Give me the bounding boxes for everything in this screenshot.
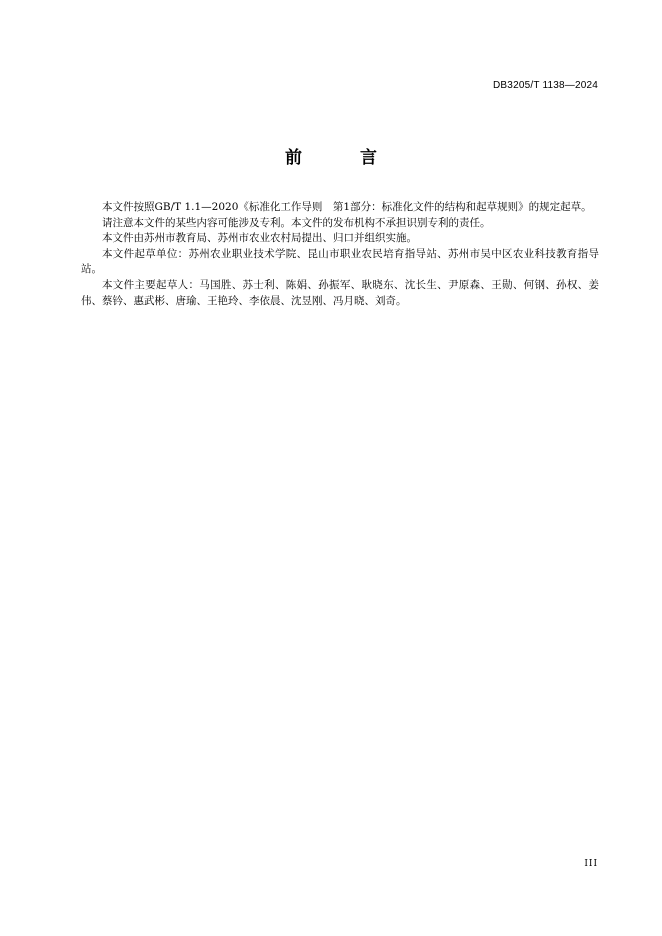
paragraph-drafting-units: 本文件起草单位：苏州农业职业技术学院、昆山市职业农民培育指导站、苏州市吴中区农业科技教育指导站。 — [81, 247, 599, 276]
paragraph-patent-notice: 请注意本文件的某些内容可能涉及专利。本文件的发布机构不承担识别专利的责任。 — [102, 216, 491, 229]
foreword-body — [81, 200, 599, 309]
paragraph-drafting-basis: 本文件按照GB/T 1.1—2020《标准化工作导则 第1部分：标准化文件的结构和起草规则》的规定起草。 — [102, 201, 592, 213]
paragraph-proposer: 本文件由苏州市教育局、苏州市农业农村局提出、归口并组织实施。 — [102, 232, 417, 245]
page-number: III — [584, 859, 598, 869]
section-title: 前 言 — [285, 148, 403, 168]
standard-code: DB3205/T 1138—2024 — [493, 80, 598, 91]
paragraph-drafters: 本文件主要起草人：马国胜、苏士利、陈娟、孙振军、耿晓东、沈长生、尹原森、王勋、何钢、孙权、姜伟、蔡钤、惠武彬、唐瑜、王艳玲、李依晨、沈昱刚、冯月晓、刘奇。 — [81, 278, 599, 307]
